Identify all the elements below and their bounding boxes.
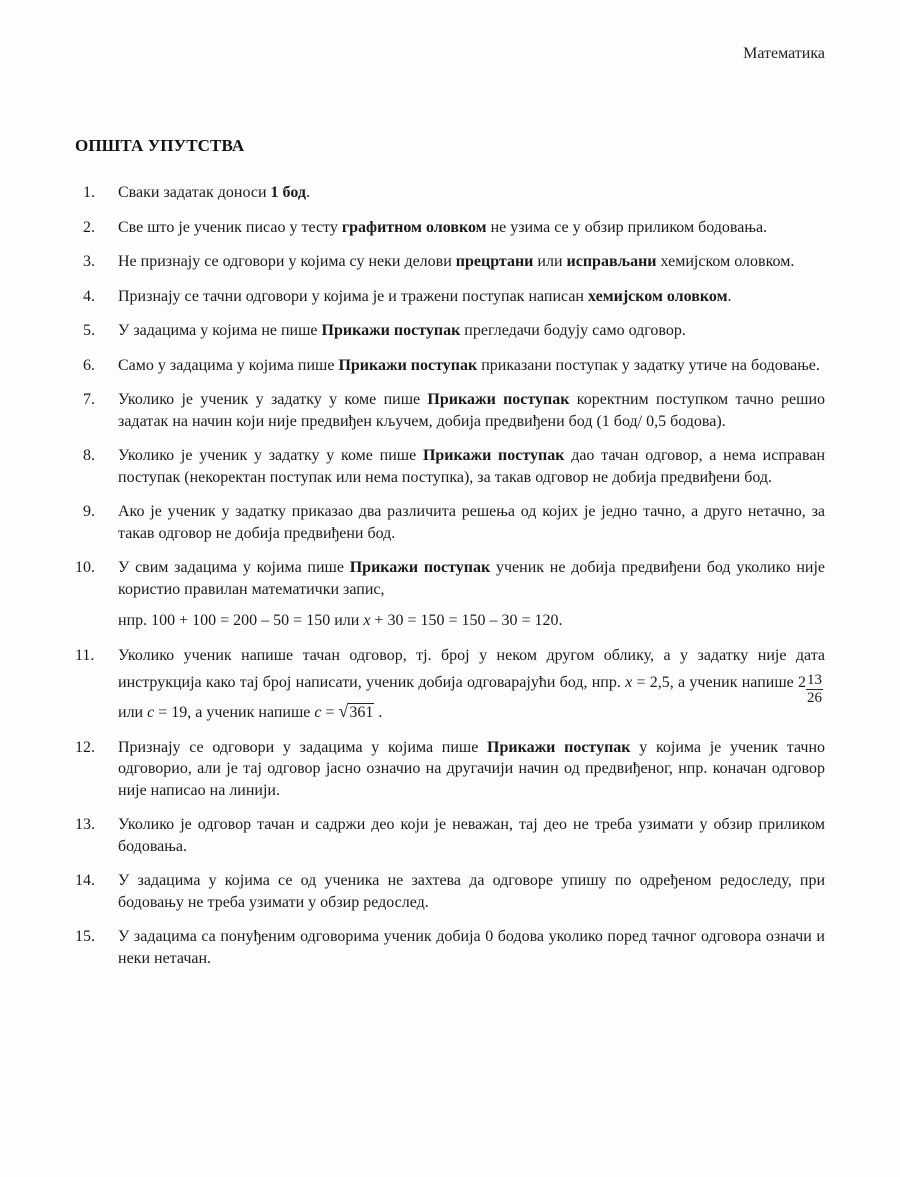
math-variable: x [363, 612, 371, 629]
radicand: 361 [349, 704, 374, 721]
text-segment: ученик не добија предвиђени бод уколико није користио правилан математички запис, [118, 559, 825, 598]
text-segment: У свим задацима у којима пише [118, 559, 350, 576]
instruction-text [118, 501, 825, 544]
instruction-number: 11. [75, 646, 95, 664]
instruction-number: 10. [75, 559, 95, 576]
instruction-item [75, 217, 825, 239]
bold-text: прецртани [455, 253, 534, 270]
bold-text: исправљани [566, 253, 657, 270]
instruction-item [75, 286, 825, 308]
text-segment: Уколико је ученик у задатку у коме пише [118, 447, 423, 464]
instructions-list [75, 182, 825, 982]
text-segment: У задацима у којима се од ученика не захтева да одговоре упишу по одређеном редоследу, при бодовању не треба узимати у обзир редослед. [118, 872, 825, 911]
text-segment: Не признају се одговори у којима су неки делови [118, 253, 456, 270]
instruction-number: 2. [83, 218, 95, 236]
text-segment: Сваки задатак доноси [118, 184, 271, 201]
instruction-text [118, 286, 825, 308]
bold-text: Прикажи поступак [427, 391, 570, 408]
instruction-text [118, 182, 825, 204]
instruction-item [75, 814, 825, 857]
instruction-item [75, 182, 825, 204]
text-segment: Само у задацима у којима пише [118, 356, 339, 374]
text-segment: . [305, 184, 310, 201]
instruction-text [118, 870, 825, 913]
bold-text: графитном оловком [341, 218, 487, 236]
instruction-number: 1. [83, 184, 95, 201]
instruction-text [118, 355, 825, 377]
running-header-subject: Математика [743, 45, 825, 62]
instruction-number: 4. [83, 287, 95, 305]
text-segment: Уколико је ученик у задатку у коме пише [118, 391, 428, 408]
text-segment: + 30 = 150 = 150 – 30 = 120. [370, 612, 563, 629]
instruction-text [118, 389, 825, 432]
instruction-number: 14. [75, 872, 95, 889]
instruction-number: 8. [83, 447, 95, 464]
section-title: ОПШТА УПУТСТВА [75, 136, 245, 155]
radical-sign-icon: √ [338, 701, 349, 721]
text-segment: или [533, 253, 567, 270]
instruction-item [75, 389, 825, 432]
text-segment: Уколико је одговор тачан и садржи део који је неважан, тај део не треба узимати у обзир приликом бодовања. [118, 816, 825, 855]
instruction-text [118, 251, 825, 273]
bold-text: Прикажи поступак [487, 738, 631, 756]
instruction-text [118, 926, 825, 969]
text-segment: . [374, 704, 383, 721]
instruction-item [75, 557, 825, 632]
instruction-number: 7. [83, 391, 95, 408]
instruction-text [118, 445, 825, 488]
instruction-text [118, 217, 825, 239]
instruction-text [118, 814, 825, 857]
bold-text: Прикажи поступак [422, 447, 565, 464]
instruction-number: 15. [75, 928, 95, 945]
bold-text: Прикажи поступак [321, 322, 461, 339]
example-line [118, 610, 825, 632]
instruction-item [75, 251, 825, 273]
math-variable: c [147, 704, 155, 721]
bold-text: Прикажи поступак [338, 356, 478, 374]
instruction-text [118, 645, 825, 724]
text-segment: Уколико ученик напише тачан одговор, тј. број у неком другом облику, а у задатку није дата инструкција како тај број написати, ученик добија одговарајући бод, нпр. [118, 646, 825, 692]
text-segment: не узима се у обзир приликом бодовања. [486, 218, 768, 236]
text-segment: Ако је ученик у задатку приказао два различита решења од којих је једно тачно, а друго нетачно, за такав одговор не добија предвиђени бод. [118, 503, 825, 542]
instruction-text [118, 737, 825, 802]
instruction-number: 13. [75, 816, 95, 833]
fraction [806, 672, 823, 707]
instruction-item [75, 320, 825, 342]
instruction-number: 9. [83, 503, 95, 520]
instruction-item [75, 501, 825, 544]
text-segment: У задацима са понуђеним одговорима ученик добија 0 бодова уколико поред тачног одговора означи и неки нетачан. [118, 928, 825, 967]
math-variable: x [625, 674, 633, 692]
instruction-number: 5. [83, 322, 95, 339]
instruction-item [75, 870, 825, 913]
instruction-item [75, 926, 825, 969]
text-segment: хемијском оловком. [656, 253, 795, 270]
text-segment: приказани поступак у задатку утиче на бодовање. [477, 356, 820, 374]
text-segment: = [321, 704, 339, 721]
instruction-item [75, 445, 825, 488]
bold-text: 1 бод [270, 184, 306, 201]
text-segment: = 19, а ученик напише [154, 704, 315, 721]
instruction-text [118, 320, 825, 342]
fraction-denominator: 26 [807, 690, 822, 706]
square-root [339, 701, 375, 724]
math-variable: c [314, 704, 322, 721]
instruction-number: 6. [83, 356, 95, 374]
bold-text: Прикажи поступак [349, 559, 491, 576]
text-segment: коректним поступком тачно решио задатак на начин који није предвиђен кључем, добија предвиђени бод (1 бод/ 0,5 бодова). [118, 391, 826, 430]
text-segment: у којима је ученик тачно одговорио, али је тај одговор јасно означио на другачији начин од предвиђеног, нпр. коначан одговор није написао на линији. [118, 738, 826, 799]
instruction-item [75, 355, 825, 377]
text-segment: нпр. 100 + 100 = 200 – 50 = 150 или [118, 612, 364, 629]
text-segment: = 2,5, а ученик напише 2 [632, 674, 806, 692]
instruction-item [75, 737, 825, 802]
bold-text: хемијском оловком [588, 287, 728, 305]
instruction-number: 3. [83, 253, 95, 270]
text-segment: . [727, 287, 732, 305]
instruction-item [75, 645, 825, 724]
text-segment: У задацима у којима не пише [118, 322, 322, 339]
instruction-text [118, 557, 825, 632]
text-segment: или [118, 704, 148, 721]
text-segment: дао тачан одговор, а нема исправан поступак (некоректан поступак или нема поступка), за такав одговор не добија предвиђени бод. [118, 447, 826, 486]
text-segment: Признају се одговори у задацима у којима пише [118, 738, 488, 756]
instruction-number: 12. [75, 738, 95, 756]
text-segment: Све што је ученик писао у тесту [118, 218, 342, 236]
text-segment: Признају се тачни одговори у којима је и тражени поступак написан [118, 287, 588, 305]
text-segment: прегледачи бодују само одговор. [460, 322, 686, 339]
fraction-numerator: 13 [807, 672, 822, 688]
